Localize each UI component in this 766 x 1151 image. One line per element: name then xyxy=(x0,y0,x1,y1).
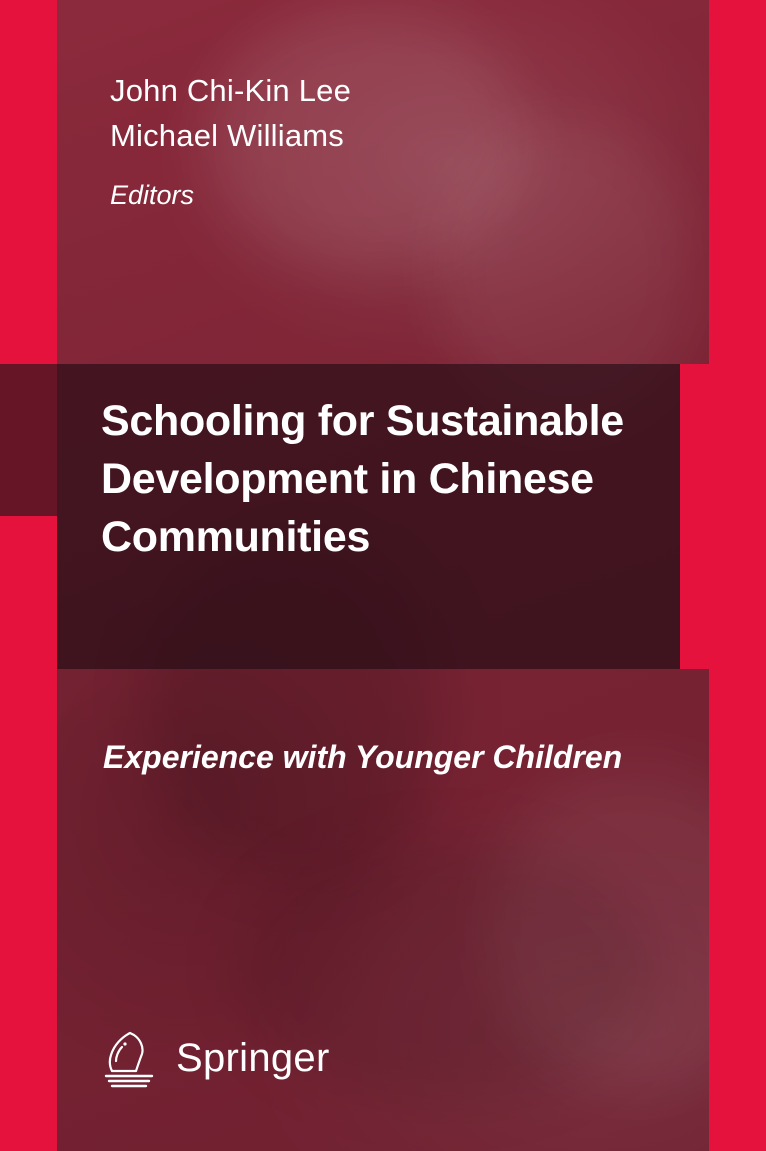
author-name: Michael Williams xyxy=(110,118,345,153)
publisher-logo xyxy=(100,1027,330,1089)
springer-wordmark: Springer xyxy=(176,1035,330,1080)
right-red-margin xyxy=(709,0,766,1151)
editors-label: Editors xyxy=(110,180,195,210)
springer-knight-icon xyxy=(100,1027,158,1089)
book-subtitle: Experience with Younger Children xyxy=(103,739,623,775)
left-band-tab xyxy=(0,364,57,516)
author-name: John Chi-Kin Lee xyxy=(110,73,352,108)
authors-block xyxy=(110,68,650,211)
left-red-margin xyxy=(0,0,57,1151)
book-title: Schooling for Sustainable Development in Chinese Communities xyxy=(101,397,624,561)
